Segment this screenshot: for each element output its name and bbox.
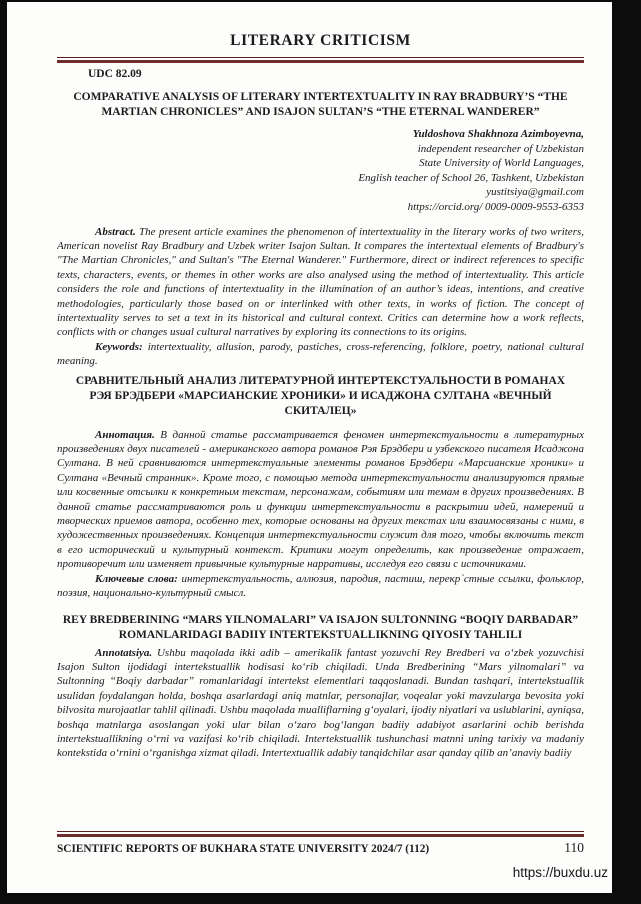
site-watermark: https://buxdu.uz <box>512 865 608 880</box>
abstract-uz <box>57 646 584 775</box>
keywords-ru <box>57 572 584 601</box>
author-orcid: https://orcid.org/ 0009-0009-9553-6353 <box>407 200 584 213</box>
abstract-en-label: Abstract. <box>95 225 136 238</box>
document-page <box>7 2 612 893</box>
author-affiliation-line: independent researcher of Uzbekistan <box>417 142 584 155</box>
author-email: yustitsiya@gmail.com <box>486 186 584 199</box>
article-title-en: COMPARATIVE ANALYSIS OF LITERARY INTERTEXTUALITY IN RAY BRADBURY’S “THE MARTIAN CHRONICLES” AND ISAJON SULTAN’S “THE ETERNAL WANDERER” <box>73 91 568 118</box>
article-title-uz: REY BREDBERINING “MARS YILNOMALARI” VA ISAJON SULTONNING “BOQIY DARBADAR” ROMANLARIDAGI BADIIY INTERTEKSTUALLIKNING QIYOSIY TAHLILI <box>62 613 579 641</box>
journal-section-title: LITERARY CRITICISM <box>230 32 411 49</box>
page-footer <box>57 831 584 856</box>
header-rule <box>57 57 584 63</box>
footer-row <box>57 840 584 856</box>
keywords-ru-text: интертекстуальность, аллюзия, пародия, пастиш, перекр`стные ссылки, фольклор, поэзия, национально-культурный смысл. <box>57 572 584 600</box>
abstract-en-text: The present article examines the phenomenon of intertextuality in the literary works of two writers, American novelist Ray Bradbury and Uzbek writer Isajon Sultan. It compares the intertextual elements of Bradbury's "The Martian Chronicles," and Sultan's "The Eternal Wanderer." Furthermore, direct or indirect references to specific texts, characters, events, or themes in other works are also analysed using the method of intertextuality. This article considers the role and functions of intertextuality in the illumination of an author’s ideas, intentions, and creative methodologies, particularly those based on or interlinked with other texts, in works of fiction. The concept of intertextuality serves to set a text in its historical and cultural context. Critics can determine how a work reflects, conflicts with or changes usual cultural narratives by exploring its connections to its origins. <box>57 225 584 339</box>
author-block <box>57 127 584 215</box>
author-affiliation-line: English teacher of School 26, Tashkent, Uzbekistan <box>358 171 584 184</box>
udc-code: UDC 82.09 <box>88 68 142 80</box>
footer-rule <box>57 831 584 837</box>
journal-name: SCIENTIFIC REPORTS OF BUKHARA STATE UNIVERSITY 2024/7 (112) <box>57 843 430 855</box>
abstract-uz-text: Ushbu maqolada ikki adib – amerikalik fantast yozuvchi Rey Bredberi va o‘zbek yozuvchisi Isajon Sulton ijodidagi intertekstuallik hodisasi ko‘rib chiqiladi. Unda Bredberining “Mars yilnomalari” va Sultonning “Boqiy darbadar” romanlaridagi intertekst elementlari taqqoslanadi. Bundan tashqari, intertekstuallik usulidan foydalangan holda, boshqa asarlardagi aniq matnlar, personajlar, voqealar yoki mavzularga bevosita yoki bilvosita murojaatlar tahlil qilinadi. Ushbu maqolada mualliflarning g‘oyalari, ijodiy niyatlari va uslublarini, ayniqsa, boshqa matnlarga asoslangan yoki ular bilan o‘zaro bog‘langan badiiy adabiyot asarlarini ochib berishda intertekstuallikning o‘rni va vazifasi ko‘rib chiqiladi. Intertekstuallik tushunchasi matnni uning tarixiy va madaniy kontekstida o‘rnini o‘rganishga xizmat qiladi. Intertextuallik adabiy tanqidchilar asar qanday qilib an’anaviy badiiy <box>57 646 584 760</box>
abstract-en <box>57 225 584 340</box>
abstract-ru-label: Аннотация. <box>95 428 155 441</box>
keywords-en-text: intertextuality, allusion, parody, pastiches, cross-referencing, folklore, poetry, national cultural meaning. <box>57 340 584 368</box>
abstract-ru <box>57 428 584 572</box>
author-affiliation-line: State University of World Languages, <box>419 157 584 170</box>
keywords-ru-label: Ключевые слова: <box>95 572 178 585</box>
author-name: Yuldoshova Shakhnoza Azimboyevna, <box>412 128 584 140</box>
abstract-ru-text: В данной статье рассматривается феномен интертекстуальности в литературных произведениях двух писателей - американского автора романов Рэя Брэдбери и узбекского писателя Исаджона Султана. В ней сравниваются интертекстуальные элементы романов Брэдбери «Марсианские хроники» и Султана «Вечный странник». Кроме того, с помощью метода интертекстуальности анализируются прямые или косвенные отсылки к конкретным текстам, персонажам, событиям или темам в других произведениях. В данной статье рассматриваются роль и функции интертекстуальности в раскрытии идей, намерений и творческих приемов автора, особенно тех, которые основаны на других текстах или взаимосвязаны с ними, в художественных произведениях. Концепция интертекстуальности служит для того, чтобы включить текст в его исторический и культурный контекст. Критики могут определить, как произведение отражает, противоречит или изменяет привычные культурные нарративы, исследуя его связи с источниками. <box>57 428 584 571</box>
page-number: 110 <box>564 840 584 855</box>
abstract-uz-label: Annotatsiya. <box>95 646 153 659</box>
article-title-ru: СРАВНИТЕЛЬНЫЙ АНАЛИЗ ЛИТЕРАТУРНОЙ ИНТЕРТЕКСТУАЛЬНОСТИ В РОМАНАХ РЭЯ БРЭДБЕРИ «МАРСИАНСКИЕ ХРОНИКИ» И ИСАДЖОНА СУЛТАНА «ВЕЧНЫЙ СКИТАЛЕЦ» <box>75 374 566 417</box>
keywords-en <box>57 340 584 369</box>
page-content <box>57 2 584 828</box>
keywords-en-label: Keywords: <box>95 340 143 353</box>
